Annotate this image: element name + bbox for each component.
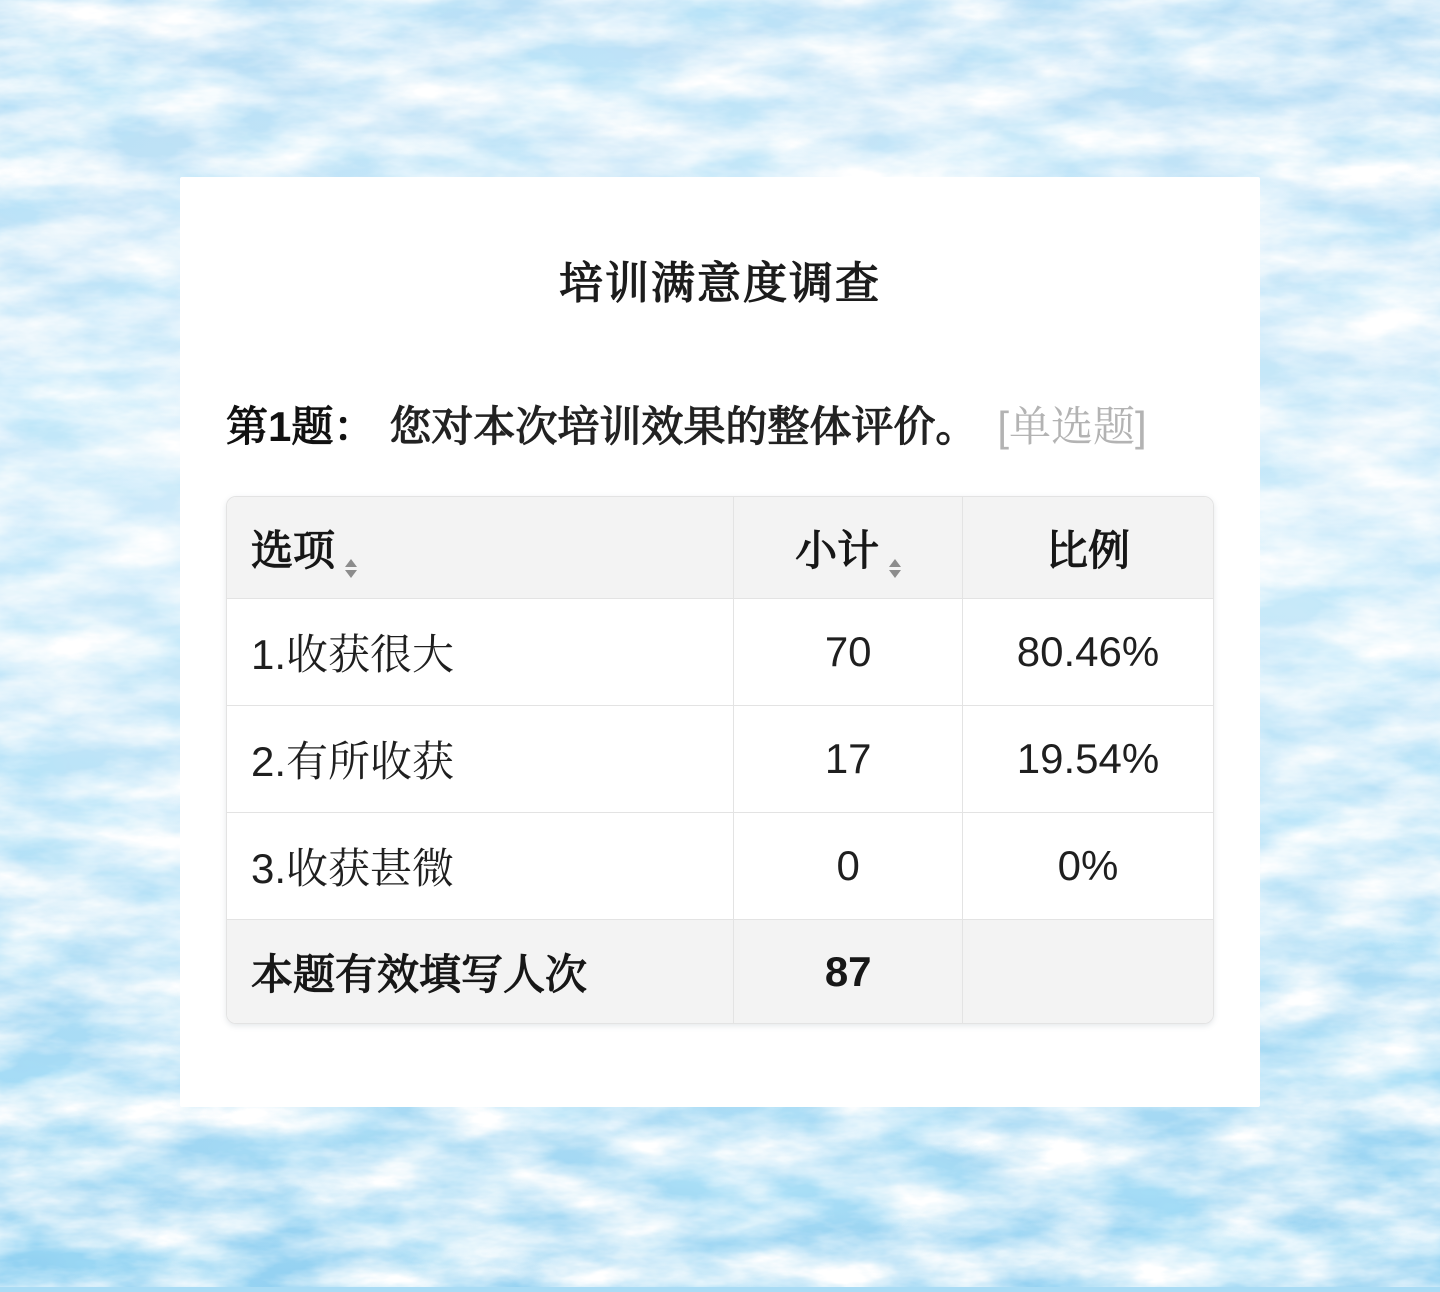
question-text: 您对本次培训效果的整体评价。 xyxy=(389,403,978,451)
footer-count-cell: 87 xyxy=(734,920,963,1024)
sort-icon xyxy=(889,559,901,578)
results-table xyxy=(226,496,1214,1024)
survey-report-card xyxy=(180,177,1260,1107)
column-header-count-label: 小计 xyxy=(795,526,880,574)
table-row xyxy=(227,599,1213,706)
footer-ratio-cell xyxy=(963,920,1213,1024)
ratio-cell: 80.46% xyxy=(963,599,1213,706)
count-cell: 70 xyxy=(734,599,963,706)
ratio-cell: 0% xyxy=(963,813,1213,920)
sort-icon xyxy=(345,559,357,578)
survey-title: 培训满意度调查 xyxy=(559,259,881,308)
ratio-cell: 19.54% xyxy=(963,706,1213,813)
option-cell: 2.有所收获 xyxy=(227,706,734,813)
option-cell: 3.收获甚微 xyxy=(227,813,734,920)
table-footer-row xyxy=(227,920,1213,1024)
column-header-ratio xyxy=(963,497,1213,599)
column-header-option-label: 选项 xyxy=(251,526,336,574)
table-row xyxy=(227,706,1213,813)
option-cell: 1.收获很大 xyxy=(227,599,734,706)
column-header-ratio-label: 比例 xyxy=(1046,526,1131,574)
question-type-badge: [单选题] xyxy=(997,403,1147,451)
column-header-option[interactable] xyxy=(227,497,734,599)
question-block xyxy=(226,395,1214,458)
table-row xyxy=(227,813,1213,920)
count-cell: 0 xyxy=(734,813,963,920)
column-header-count[interactable] xyxy=(734,497,963,599)
count-cell: 17 xyxy=(734,706,963,813)
footer-label-cell: 本题有效填写人次 xyxy=(227,920,734,1024)
table-header-row xyxy=(227,497,1213,599)
question-number: 第1题： xyxy=(226,403,376,451)
